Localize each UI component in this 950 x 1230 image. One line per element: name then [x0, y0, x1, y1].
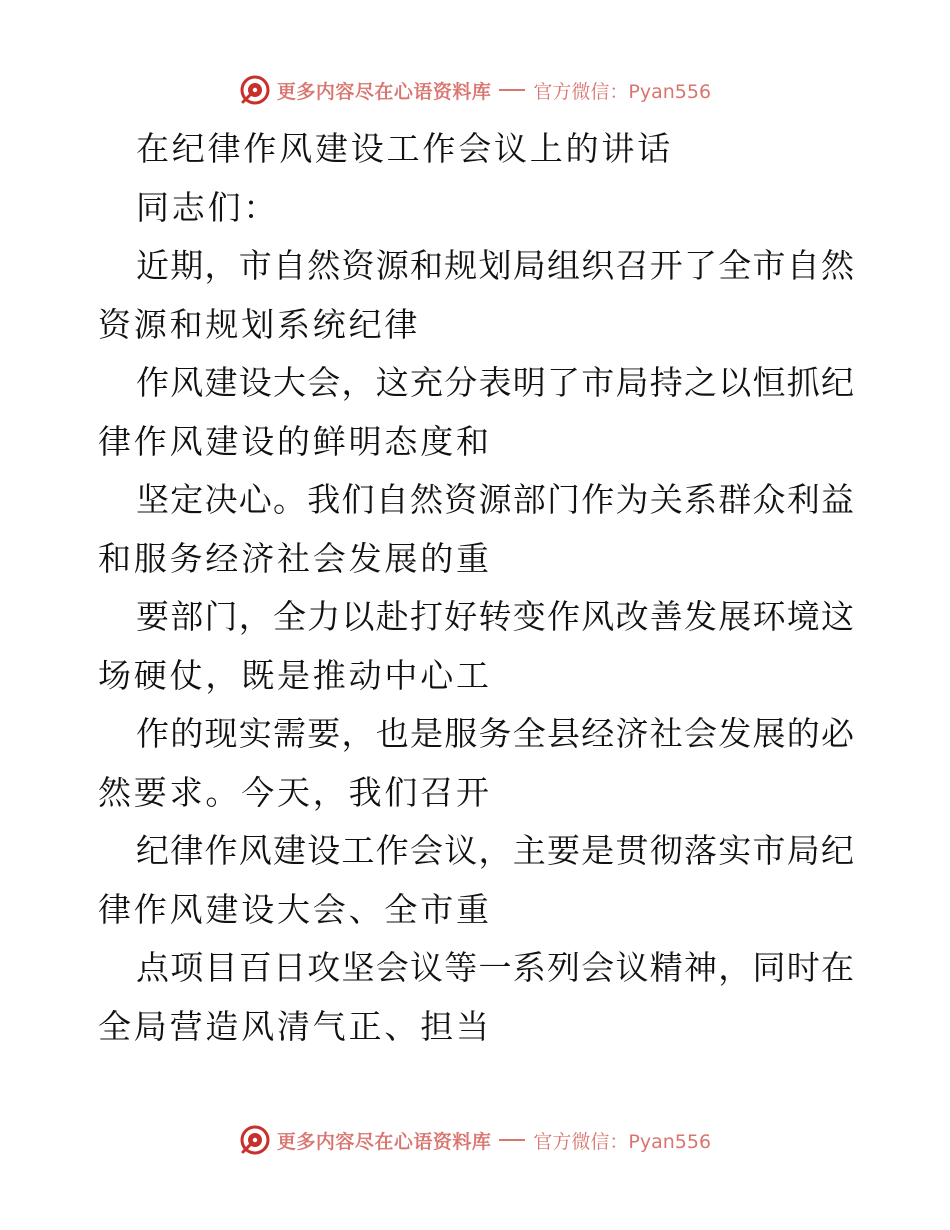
- document-body: [98, 120, 854, 1056]
- watermark-dash: [499, 89, 525, 91]
- watermark-brand: 更多内容尽在心语资料库: [276, 80, 492, 103]
- header-watermark: [0, 72, 950, 108]
- paragraph-line: 然要求。今天，我们召开: [98, 772, 492, 812]
- salutation: 同志们：: [136, 187, 280, 227]
- watermark-contact: 官方微信：Pyan556: [533, 80, 712, 103]
- watermark-dash: [499, 1139, 525, 1141]
- paragraph-line: 和服务经济社会发展的重: [98, 538, 492, 578]
- pen-logo-icon: [239, 74, 271, 106]
- paragraph-line: 纪律作风建设工作会议，主要是贯彻落实市局纪: [136, 831, 854, 870]
- paragraph-line: 资源和规划系统纪律: [98, 304, 421, 344]
- paragraph-line: 律作风建设大会、全市重: [98, 889, 492, 929]
- paragraph-line: 全局营造风清气正、担当: [98, 1006, 492, 1046]
- paragraph-line: 场硬仗，既是推动中心工: [98, 655, 492, 695]
- watermark-brand: 更多内容尽在心语资料库: [276, 1130, 492, 1153]
- document-title: 在纪律作风建设工作会议上的讲话: [136, 129, 673, 168]
- paragraph-line: 坚定决心。我们自然资源部门作为关系群众利益: [136, 480, 854, 519]
- paragraph-line: 作的现实需要，也是服务全县经济社会发展的必: [136, 714, 854, 753]
- footer-watermark: [0, 1122, 950, 1158]
- paragraph-line: 点项目百日攻坚会议等一系列会议精神，同时在: [136, 948, 854, 987]
- pen-logo-icon: [239, 1124, 271, 1156]
- paragraph-line: 要部门，全力以赴打好转变作风改善发展环境这: [136, 597, 854, 636]
- paragraph-line: 近期，市自然资源和规划局组织召开了全市自然: [136, 246, 854, 285]
- watermark-contact: 官方微信：Pyan556: [533, 1130, 712, 1153]
- paragraph-line: 作风建设大会，这充分表明了市局持之以恒抓纪: [136, 363, 854, 402]
- paragraph-line: 律作风建设的鲜明态度和: [98, 421, 492, 461]
